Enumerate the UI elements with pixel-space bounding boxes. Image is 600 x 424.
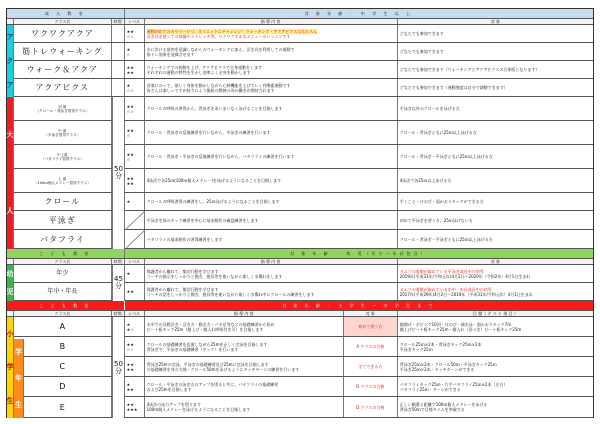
text-line: コーチの指示をしっかりと聞き、遊具等を使いながら楽しく水慣れをします — [146, 273, 283, 279]
text-line: ★★ — [126, 341, 134, 347]
kids-class-row — [7, 283, 593, 301]
content-text: クロールの呼吸習得の練習をし、25ｍ泳げるようになることを目指します — [145, 193, 398, 210]
school-class-row — [7, 317, 593, 337]
school-side-label-b: 学 年 生 — [14, 339, 24, 418]
text-line: ☆☆ — [126, 87, 134, 93]
text-line: ★★ — [126, 28, 134, 34]
swim-class-row — [7, 145, 593, 169]
content-text: クロール・背泳ぎの反復練習を行いながら、平泳ぎの練習を行います — [145, 121, 398, 144]
swim-class-row — [7, 97, 593, 121]
target-text: 4泳法で各25ｍ以上泳げる方 — [399, 178, 452, 183]
text-line: ★ — [126, 82, 131, 88]
school-side-label-a: 小 学 生 — [7, 317, 14, 418]
class-name: アクアビクス — [14, 79, 112, 96]
text-line: ☆☆ — [126, 33, 134, 39]
level-stars — [125, 79, 145, 96]
class-name: バタフライ — [14, 230, 112, 248]
text-line: ★ — [126, 271, 131, 276]
target-text: A クラスの合格 — [344, 337, 398, 356]
target-text: 全てできる方 — [344, 357, 398, 376]
level-stars — [125, 25, 145, 42]
text-line: コーチの話をしっかりと聞き、遊具等を使いながら楽しく水慣れ中にクロールの練習をします — [146, 291, 315, 297]
content-text: 4泳法で各25ｍ(100ｍ個人メドレー)を泳げるようになることを目指します — [145, 169, 398, 192]
text-line: ★ — [126, 381, 131, 387]
content-text — [145, 79, 398, 96]
target-text — [398, 265, 593, 282]
goal-text — [398, 317, 593, 336]
swim-class-row — [7, 169, 593, 193]
class-level: 上 級 — [58, 176, 67, 181]
level-stars — [125, 397, 145, 417]
text-line: 2019年(平成31年/令和元年)4月2日〜2020年（令和2年）4月1日生まれ — [399, 273, 531, 279]
class-name — [14, 169, 112, 192]
level-stars — [125, 377, 145, 396]
text-line: クロール25ｍ×2本・背泳ぎキック25ｍ×2本 — [399, 341, 482, 347]
kids-side-label: 幼 児 — [7, 265, 14, 301]
content-text: バタフライの基本動作の習得練習をします — [145, 230, 398, 248]
diagonal-line — [125, 211, 145, 229]
aqua-class-row — [7, 79, 593, 97]
content-text — [145, 397, 344, 417]
text-line: 平泳ぎキック25ｍ — [399, 346, 433, 352]
school-class-row — [7, 377, 593, 397]
level-stars — [125, 43, 145, 60]
text-line: 顔開け・ボビング10回・けのび・補水泳・面かおりキック7m — [399, 321, 512, 327]
text-line: 背泳ぎ25mの完泳、平泳ぎの基礎練習及び25mに完泳を目指します — [146, 361, 269, 367]
content-text: クロールの呼吸の習得から、背泳ぎをあいまいなく泳げることを目指します — [145, 97, 398, 120]
kids-band-title: こ ど も 教 室 — [7, 249, 125, 258]
text-line: 正しい順番と距離で100ｍ個人メドレーを泳げる — [399, 402, 488, 407]
adult-band-target: 対 象 年 齢 ： 中 学 生 以 上 — [304, 11, 414, 16]
content-text — [145, 25, 398, 42]
kids-section-band — [7, 249, 593, 259]
swim-side-label: 大 人 — [7, 97, 14, 249]
class-name — [14, 97, 112, 120]
text-line: 水中での浮動浮き・浮き方・動き方・バタ足等などの基礎練習から始め — [146, 321, 275, 327]
text-line: 保護者から離れて、集団行動を学びます — [146, 286, 219, 292]
content-text: 平泳ぎを体のキック練習を中心に基本動作の確認練習をします — [145, 211, 398, 229]
class-level: 中上級 — [56, 152, 68, 157]
text-line: ★ — [126, 199, 131, 204]
text-line: ウォーキングでの初動を上げ、アクアビクスで全身運動をします — [146, 64, 262, 70]
content-text — [145, 43, 398, 60]
text-line: ★☆ — [126, 326, 134, 332]
text-line: ☆☆ — [126, 108, 134, 114]
text-line: クロール・平泳ぎの泳ぎ方のアップを図ると共に、バタフライの基礎練習 — [146, 381, 279, 387]
text-line: ★ — [126, 46, 131, 52]
content-text — [145, 337, 344, 356]
level-stars — [125, 97, 145, 120]
level-stars — [125, 230, 145, 248]
text-line: ☆☆ — [126, 346, 134, 352]
text-line: ★★ — [126, 151, 134, 157]
text-line: 背泳ぎで、平泳ぎの基礎練習（キック）を行います — [146, 346, 239, 352]
text-line: ★★ — [126, 180, 134, 186]
schedule-sheet — [6, 8, 594, 418]
class-name: E — [14, 397, 112, 417]
text-line: ☆ — [126, 132, 131, 138]
level-stars — [125, 61, 145, 78]
class-name: クロール — [14, 193, 112, 210]
content-text — [145, 357, 344, 376]
target-text: クロール・背泳ぎともに25ｍ以上泳げる方 — [399, 130, 477, 135]
swim-class-row — [7, 193, 593, 211]
level-stars — [125, 121, 145, 144]
class-name: 年少 — [14, 265, 112, 282]
level-stars — [125, 337, 145, 356]
level-stars — [125, 169, 145, 192]
class-name: ワクワクアクア — [14, 25, 112, 42]
text-line: 2017年(平成29年)4月2日〜2019年（平成31年/令和元年）4月1日生まれ — [399, 291, 533, 297]
swim-class-row — [7, 211, 593, 230]
school-band-target: 対 象 年 齢 ： 小 学 生 ～ 中 学 生 ま で — [282, 303, 436, 308]
school-class-row — [7, 357, 593, 377]
text-line: ★★ — [126, 386, 134, 392]
header-target: 対 象 — [490, 19, 500, 24]
text-line: 保護者から離れて、集団行動を学びます — [146, 268, 219, 274]
kids-band-target: 対 象 年 齢 ： 幼 児（年少～年長包含） — [289, 251, 428, 256]
text-line: ★ — [126, 321, 131, 327]
text-line: ビート板キック25m（顔上げ・顔入れ呼吸付き可）を目指します — [146, 326, 264, 332]
goal-text — [398, 337, 593, 356]
text-line: ★★ — [126, 127, 134, 133]
class-name: 筋トレウォーキング — [14, 43, 112, 60]
class-name: C — [14, 357, 112, 376]
content-text — [145, 317, 344, 336]
content-text — [145, 377, 344, 396]
text-line: ★★ — [126, 366, 134, 372]
target-text: 平泳ぎ以外のクロールを泳げる方 — [399, 106, 460, 111]
school-time-block: 50 分 — [112, 317, 125, 418]
kids-time-block: 45 分 — [112, 265, 125, 301]
text-line: バタフライ25ｍ・ターンができる — [399, 386, 461, 392]
school-section-band — [7, 301, 593, 311]
target-text: クロール・背泳ぎ・平泳ぎともに25ｍ以上泳げる方 — [399, 154, 493, 159]
target-text: どなたでも参加できます（運動強度は自分で調整できます） — [399, 85, 508, 90]
target-text: 初めて習う方 — [344, 317, 398, 336]
target-text: どなたでも参加できます — [399, 31, 444, 36]
target-text: 手くこと・けのび・面かおりキックができる方 — [399, 199, 484, 204]
level-stars — [125, 265, 145, 282]
text-line: 水に於ける筋肉を意識しながらのウォーキングに加え、浮き具を利用しての運動で — [146, 46, 295, 52]
class-subtitle: 〈100ｍ個人メドレー習得クラス〉 — [33, 180, 91, 185]
class-name: 年中・年長 — [14, 283, 112, 300]
text-line: ★★ — [126, 69, 134, 75]
school-class-row — [7, 337, 593, 357]
text-line: 音楽にのって、楽しく身体を動かしながら心肺機能を上げていく有酸素運動です — [146, 82, 291, 88]
text-line: の基礎練習を身の力強・クロール50mを泳げるようにタッチターンの練習を行います — [146, 366, 300, 372]
text-line: ★★ — [126, 64, 134, 70]
class-name — [14, 121, 112, 144]
target-text: D クラスの合格 — [344, 397, 398, 417]
class-name: 平泳ぎ — [14, 211, 112, 229]
goal-text — [398, 357, 593, 376]
text-line: 100m個人メドレーを泳げるようになることを目指します — [146, 407, 251, 412]
class-subtitle: 〈バタフライ習得クラス〉 — [40, 156, 84, 161]
text-line: ★★ — [126, 361, 134, 367]
school-header-row: クラス名 時間 レベル 指 導 内 容 対 象 目 標（ テ ス ト 項 目 ） — [7, 311, 593, 317]
adult-time-block: 50 分 — [112, 97, 125, 249]
class-level: 中 級 — [58, 128, 67, 133]
level-stars — [125, 193, 145, 210]
aqua-class-row — [7, 61, 593, 79]
target-text: クロール・背泳ぎ・平泳ぎともに25ｍ以上泳げる方 — [399, 236, 493, 242]
text-line: ★★ — [126, 103, 134, 109]
level-stars — [125, 317, 145, 336]
text-line: ☆ — [126, 51, 131, 57]
adult-band-title: 成 人 教 室 — [7, 9, 125, 18]
target-text: どなたでも参加できます — [399, 49, 444, 54]
aqua-class-row — [7, 43, 593, 61]
class-name: ウォーク＆アクア — [14, 61, 112, 78]
text-line: クロールの基礎練習を反復しながら25mを正しく完泳を目指します — [146, 341, 268, 347]
text-line: 皆さんは楽しいですが持力により脂肪の燃焼の為の働きが期待されます — [146, 87, 275, 93]
adult-section-band — [7, 9, 593, 19]
level-stars — [125, 283, 145, 300]
text-line: ★★★ — [126, 407, 138, 412]
class-name — [14, 145, 112, 168]
content-text — [145, 61, 398, 78]
text-line: オムツの着脱が取れている平泳ぎ成長中の幼児 — [399, 268, 484, 274]
level-stars — [125, 211, 145, 229]
swim-class-row — [7, 230, 593, 249]
header-class: クラス名 — [14, 19, 112, 24]
content-text — [145, 265, 398, 282]
target-text: D クラスの合格 — [344, 377, 398, 396]
header-content: 指 導 内 容 — [145, 19, 398, 24]
text-line: 4泳法の泳力アップを図ります — [146, 402, 201, 407]
text-line: ★★ — [126, 402, 134, 407]
aqua-side-label: ア ク ア — [7, 25, 14, 97]
text-line: 浮き具を使っての体操やストレッチ等、ワクワクする水メニューのレッスンです — [146, 33, 291, 39]
content-text — [145, 283, 398, 300]
text-line: オムツの着脱が取れている年中・年長成長中の幼児 — [399, 286, 492, 292]
text-line: 背泳ぎ25ｍ×2本・クロール50ｍ・平泳ぎキック25ｍ — [399, 361, 497, 367]
text-line: ★★ — [126, 175, 134, 181]
swim-class-row — [7, 121, 593, 145]
text-line: 平泳ぎ25ｍ×2本・タッチターンができる — [399, 366, 475, 372]
class-name: D — [14, 377, 112, 396]
text-line: ☆ — [126, 156, 131, 162]
aqua-class-row — [7, 25, 593, 43]
level-stars — [125, 145, 145, 168]
school-band-title: こ ど も 教 室 — [7, 301, 125, 310]
target-text — [398, 283, 593, 300]
text-line: ★★ — [126, 289, 134, 294]
goal-text — [398, 397, 593, 417]
class-level: 初 級 — [58, 104, 67, 109]
text-line: 運動初めての方やリハビリ、ダイエットにチャレンジ！ウォーキング・アクアビクスはもちろん — [146, 28, 318, 34]
text-line: 筋トレ効果を発揮させます — [146, 51, 195, 57]
class-subtitle: 〈平泳ぎ習得クラス〉 — [44, 132, 81, 137]
header-time: 時間 — [112, 19, 125, 24]
text-line: 背泳ぎ50ｍで目標タイムを突破する — [399, 407, 465, 412]
goal-text — [398, 377, 593, 396]
class-subtitle: 〈クロール・背泳ぎ習得クラス〉 — [35, 108, 90, 113]
text-line: バタフライキック25ｍ・片手バタフライ25ｍ×2本（左右） — [399, 381, 508, 387]
level-stars — [125, 357, 145, 376]
diagonal-line — [125, 230, 145, 248]
header-level: レベル — [125, 19, 145, 24]
text-line: それぞれの運動の特性を生かし効率よく全身を動かします — [146, 69, 251, 75]
kids-header-row: クラス名 時間 レベル 指 導 内 容 対 象 — [7, 259, 593, 265]
school-class-row — [7, 397, 593, 418]
text-line: 顔上げビート板キック25m・顔入れ（息つき）ビート板キック25m — [399, 326, 522, 332]
target-text: 初めて平泳ぎを習う方、25ｍ泳げない方 — [399, 217, 473, 223]
kids-class-row — [7, 265, 593, 283]
target-text: どなたでも参加できます（ウォーキングとアクアビクスの合体版となります） — [399, 67, 540, 72]
class-name: B — [14, 337, 112, 356]
content-text: クロール・背泳ぎ・平泳ぎの反復練習を行いながら、バタフライの練習を行います — [145, 145, 398, 168]
text-line: および25mを目指します — [146, 386, 192, 392]
class-name: A — [14, 317, 112, 336]
